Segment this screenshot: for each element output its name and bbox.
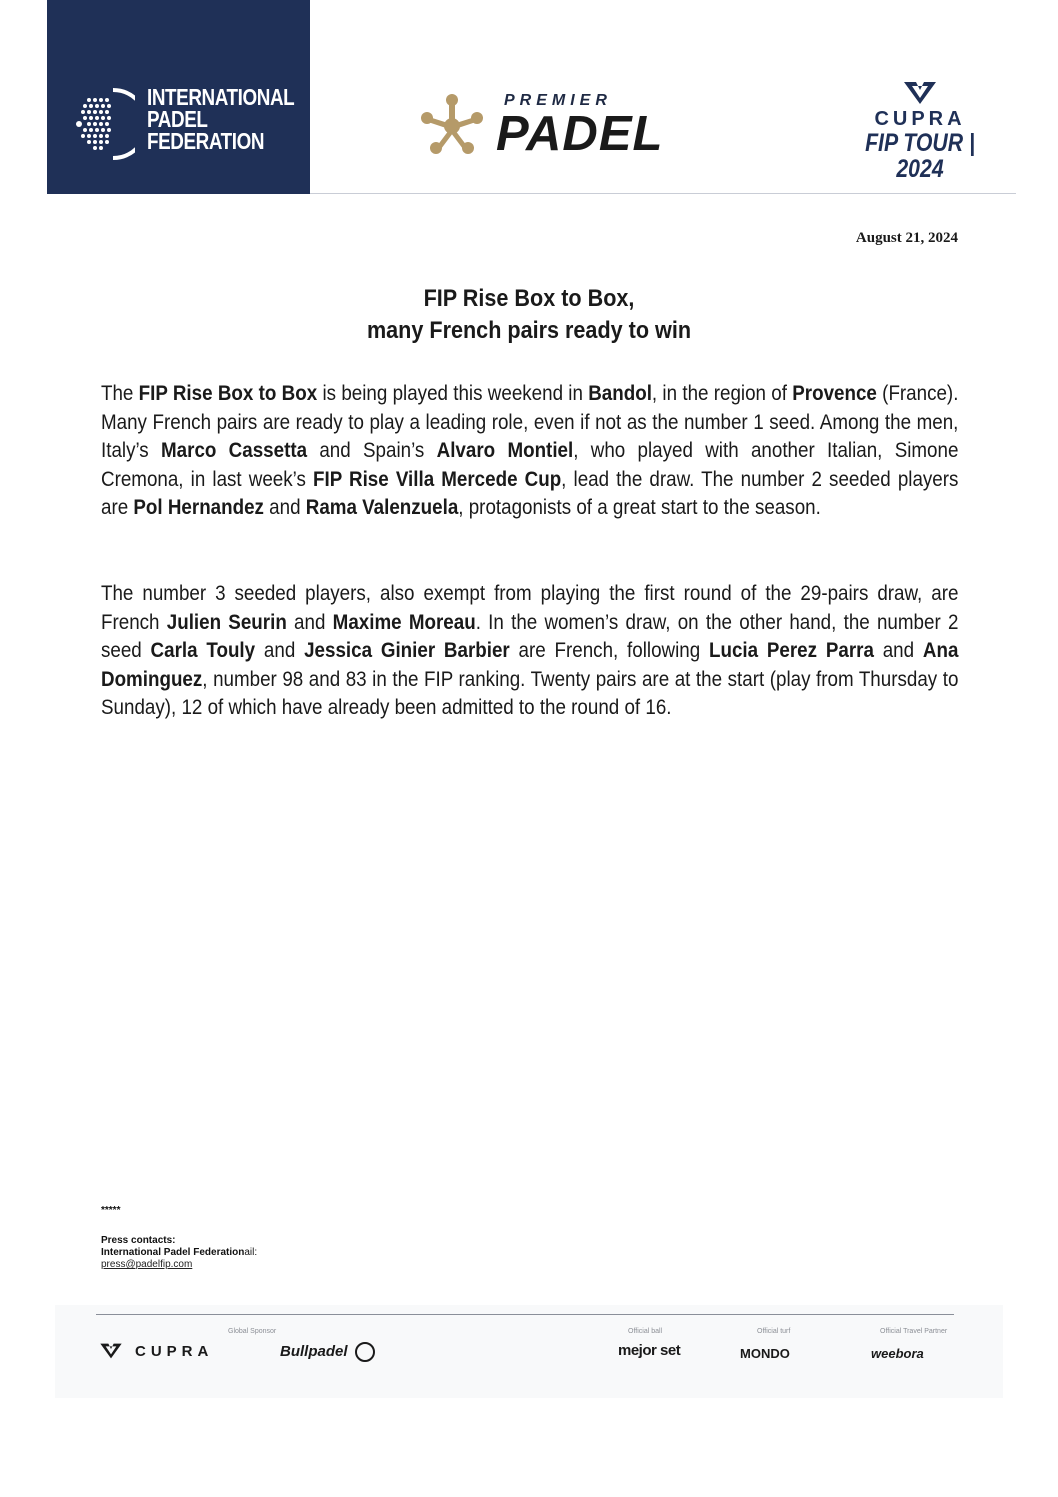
- text-run: is being played this weekend in: [317, 382, 589, 405]
- title-line-1: FIP Rise Box to Box,: [423, 285, 635, 312]
- press-contacts-org: International Padel Federation: [101, 1247, 245, 1258]
- bold-phrase: Alvaro Montiel: [436, 439, 574, 463]
- page-title: [0, 283, 1058, 347]
- bold-phrase: Maxime Moreau: [332, 610, 476, 634]
- official-ball-label: Official ball: [628, 1328, 663, 1335]
- title-line-2: many French pairs ready to win: [366, 317, 692, 344]
- premier-padel-logo: [418, 92, 718, 162]
- bullpadel-circle-icon: [355, 1342, 375, 1362]
- bold-phrase: Bandol: [588, 382, 652, 405]
- press-contacts-org-suffix: ail:: [244, 1247, 258, 1258]
- premier-text: PREMIER: [504, 92, 612, 109]
- text-run: The number 3 seeded players, also exempt from playing the first round of the 29-pairs draw, are French: [101, 582, 959, 634]
- ipf-line-3: FEDERATION: [147, 128, 265, 154]
- text-run: are French, following: [509, 639, 709, 663]
- fip-tour-2024: FIP TOUR | 2024: [865, 129, 975, 183]
- text-run: and: [255, 639, 305, 663]
- text-run: and: [873, 639, 923, 663]
- cupra-emblem-icon: [902, 80, 938, 106]
- bold-phrase: Jessica Ginier Barbier: [304, 639, 510, 663]
- bold-phrase: Marco Cassetta: [161, 439, 308, 463]
- ipf-logo-panel: [47, 0, 310, 194]
- bold-phrase: FIP Rise Box to Box: [138, 382, 318, 405]
- ipf-wordmark: [147, 86, 294, 152]
- press-contacts-label: Press contacts:: [101, 1235, 176, 1246]
- cupra-emblem-icon: [99, 1342, 123, 1360]
- bold-phrase: Provence: [792, 382, 877, 405]
- cupra-sponsor-logo: [99, 1342, 213, 1360]
- footer-divider: [96, 1314, 954, 1315]
- bold-phrase: Rama Valenzuela: [305, 496, 459, 520]
- global-sponsor-label: Global Sponsor: [228, 1328, 277, 1335]
- ipf-line-2: PADEL: [147, 106, 208, 132]
- text-run: (France). Many French pairs are ready to play a leading role, even if not as the number 1 seed. Among the men, Italy’s: [101, 382, 959, 463]
- padel-star-icon: [418, 92, 486, 158]
- press-email-link[interactable]: press@padelfip.com: [101, 1259, 193, 1270]
- release-date: August 21, 2024: [855, 230, 958, 246]
- text-run: , number 98 and 83 in the FIP ranking. Twenty pairs are at the start (play from Thursday to Sunday), 12 of which have already been admitted to the round of 16.: [101, 667, 959, 720]
- weebora-logo: weebora: [871, 1346, 924, 1361]
- bold-phrase: Ana Dominguez: [101, 639, 959, 691]
- text-run: . In the women’s draw, on the other hand, the number 2 seed: [101, 610, 959, 663]
- text-run: , who played with another Italian, Simone Cremona, in last week’s: [101, 439, 959, 491]
- cupra-fip-tour-logo: [845, 80, 995, 183]
- text-run: , lead the draw. The number 2 seeded players are: [101, 467, 959, 520]
- body-paragraph-1: [101, 380, 958, 523]
- text-run: and Spain’s: [307, 439, 437, 463]
- bullpadel-text: Bullpadel: [280, 1342, 348, 1360]
- bold-phrase: Carla Touly: [150, 639, 256, 663]
- padel-ball-icon: [75, 84, 135, 164]
- bold-phrase: Lucia Perez Parra: [708, 639, 874, 663]
- padel-text: PADEL: [496, 107, 664, 161]
- body-paragraph-2: [101, 580, 958, 723]
- mondo-logo: MONDO: [740, 1346, 790, 1361]
- separator-stars: *****: [101, 1205, 121, 1216]
- text-run: The: [101, 382, 139, 405]
- text-run: and: [263, 496, 306, 520]
- ipf-line-1: INTERNATIONAL: [147, 84, 295, 110]
- cupra-sponsor-text: CUPRA: [135, 1342, 214, 1360]
- official-travel-partner-label: Official Travel Partner: [880, 1328, 948, 1335]
- bold-phrase: Julien Seurin: [166, 610, 287, 634]
- bold-phrase: FIP Rise Villa Mercede Cup: [312, 467, 562, 491]
- bullpadel-logo: [280, 1342, 375, 1362]
- cupra-wordmark: CUPRA: [874, 108, 966, 130]
- bold-phrase: Pol Hernandez: [133, 496, 264, 520]
- official-turf-label: Official turf: [757, 1328, 791, 1335]
- text-run: , protagonists of a great start to the season.: [458, 496, 821, 520]
- header-divider: [310, 193, 1016, 194]
- text-run: , in the region of: [651, 382, 793, 405]
- press-contacts: [101, 1205, 257, 1271]
- mejorset-logo: mejor set: [618, 1342, 681, 1359]
- text-run: and: [286, 610, 333, 634]
